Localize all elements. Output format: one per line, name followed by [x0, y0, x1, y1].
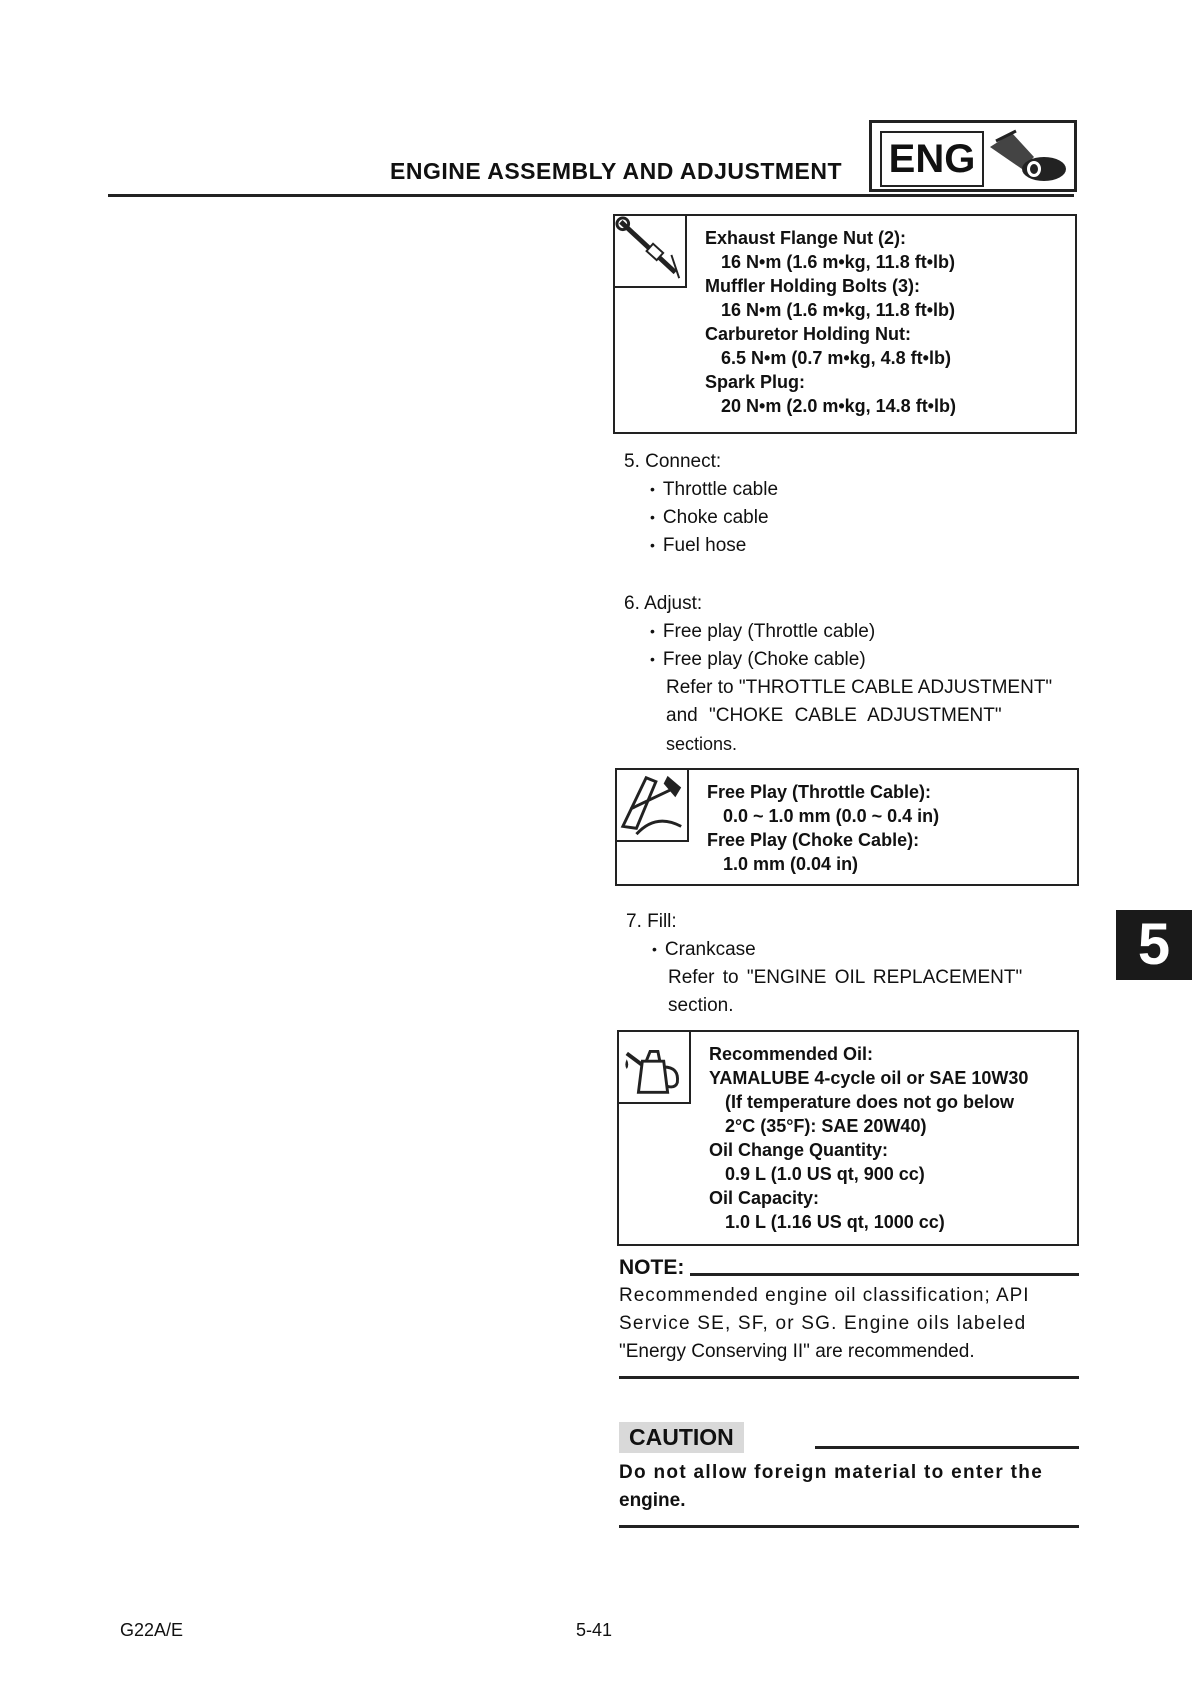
spec-value: 16 N•m (1.6 m•kg, 11.8 ft•lb): [721, 300, 955, 320]
engine-icon: [982, 127, 1070, 187]
caution-rule: [815, 1446, 1079, 1449]
spec-value: 6.5 N•m (0.7 m•kg, 4.8 ft•lb): [721, 348, 951, 368]
spec-label: Oil Capacity:: [709, 1188, 820, 1208]
header-rule: [108, 194, 1074, 197]
spec-label: Free Play (Choke Cable):: [707, 830, 920, 850]
caution-label: CAUTION: [619, 1422, 744, 1453]
list-item: • Choke cable: [650, 504, 778, 532]
list-item: • Crankcase: [652, 936, 1022, 964]
spec-value: 1.0 mm (0.04 in): [723, 854, 859, 874]
list-item: • Throttle cable: [650, 476, 778, 504]
torque-wrench-icon-box: [615, 216, 687, 288]
note-text: Recommended engine oil classification; API: [619, 1285, 1030, 1306]
list-item: • Free play (Choke cable): [650, 646, 1052, 674]
spec-label: Carburetor Holding Nut:: [705, 324, 911, 344]
caution-end-rule: [619, 1525, 1079, 1528]
page-number: 5-41: [576, 1620, 613, 1640]
chapter-tab: 5: [1116, 910, 1192, 980]
oil-can-icon: [619, 1032, 689, 1102]
spec-value: 1.0 L (1.16 US qt, 1000 cc): [725, 1212, 945, 1232]
list-item: • Fuel hose: [650, 532, 778, 560]
step-fill: [626, 908, 1022, 1020]
refer-text: and "CHOKE CABLE ADJUSTMENT": [666, 705, 1002, 726]
spec-value: 20 N•m (2.0 m•kg, 14.8 ft•lb): [721, 396, 956, 416]
list-item: • Free play (Throttle cable): [650, 618, 1052, 646]
spec-label: Oil Change Quantity:: [709, 1140, 889, 1160]
caution-text: Do not allow foreign material to enter the: [619, 1462, 1044, 1483]
page-title: ENGINE ASSEMBLY AND ADJUSTMENT: [390, 158, 843, 184]
caution-text: engine.: [619, 1490, 686, 1511]
step-title: 7. Fill:: [626, 911, 677, 932]
refer-text: Refer to "ENGINE OIL REPLACEMENT": [668, 967, 1023, 988]
freeplay-spec-box: [615, 768, 1079, 886]
footer-model: G22A/E: [120, 1620, 184, 1640]
step-adjust: [624, 590, 1052, 758]
note-text: Service SE, SF, or SG. Engine oils labeled: [619, 1313, 1027, 1334]
oil-can-icon-box: [619, 1032, 691, 1104]
spec-value: 0.0 ~ 1.0 mm (0.0 ~ 0.4 in): [723, 806, 940, 826]
spec-text: YAMALUBE 4-cycle oil or SAE 10W30: [709, 1068, 1029, 1088]
note-text: "Energy Conserving II" are recommended.: [619, 1341, 975, 1362]
spec-text: 2°C (35°F): SAE 20W40): [725, 1116, 927, 1136]
section-badge-label: ENG: [880, 131, 984, 187]
spec-label: Spark Plug:: [705, 372, 806, 392]
adjustment-icon: [617, 770, 687, 840]
section-badge: [869, 120, 1077, 192]
refer-text: Refer to "THROTTLE CABLE ADJUSTMENT": [666, 677, 1053, 698]
spec-label: Exhaust Flange Nut (2):: [705, 228, 907, 248]
refer-text: sections.: [666, 734, 738, 754]
oil-spec-box: [617, 1030, 1079, 1246]
step-connect: [624, 448, 778, 560]
spec-label: Free Play (Throttle Cable):: [707, 782, 932, 802]
spec-text: (If temperature does not go below: [725, 1092, 1015, 1112]
spec-value: 0.9 L (1.0 US qt, 900 cc): [725, 1164, 925, 1184]
spec-value: 16 N•m (1.6 m•kg, 11.8 ft•lb): [721, 252, 955, 272]
spec-label: Recommended Oil:: [709, 1044, 874, 1064]
torque-spec-box: [613, 214, 1077, 434]
torque-wrench-icon: [615, 216, 685, 286]
note-label: NOTE:: [619, 1256, 685, 1279]
note-end-rule: [619, 1376, 1079, 1379]
note-block: [619, 1256, 1079, 1379]
adjust-icon-box: [617, 770, 689, 842]
step-title: 6. Adjust:: [624, 593, 703, 614]
refer-text: section.: [668, 995, 734, 1016]
step-title: 5. Connect:: [624, 451, 722, 472]
note-rule: [690, 1273, 1079, 1276]
caution-block: [619, 1422, 1079, 1528]
spec-label: Muffler Holding Bolts (3):: [705, 276, 920, 296]
